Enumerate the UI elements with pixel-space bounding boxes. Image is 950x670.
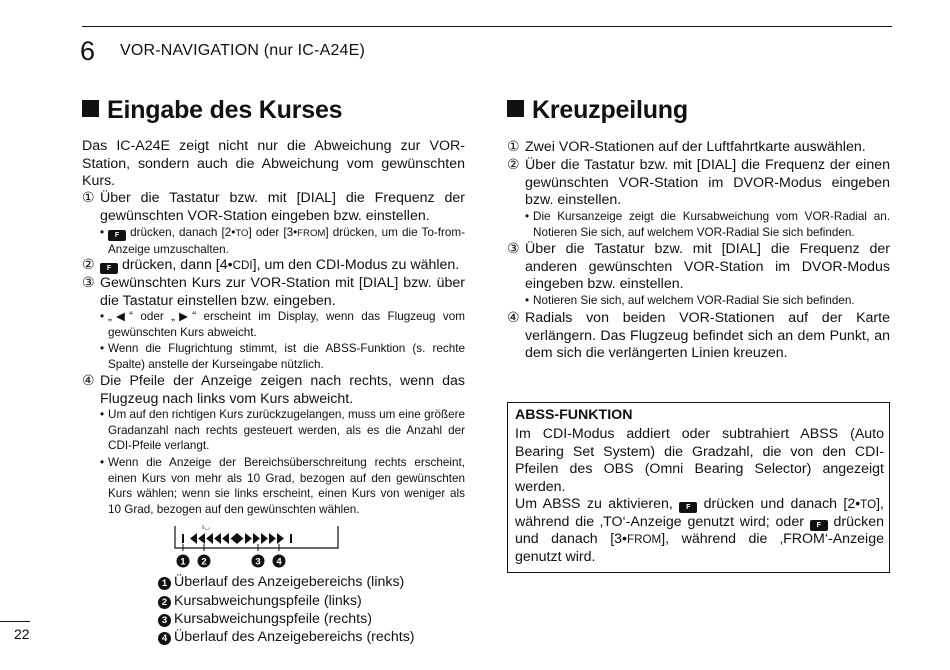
chapter-number: 6 [80, 36, 96, 66]
bullet-arrow-display: • „◀“ oder „▶“ erscheint im Display, wenn das Flugzeug vom gewünschten Kurs abweicht. [100, 310, 465, 339]
bullet-return-course: • Um auf den richtigen Kurs zurückzugelangen, muss um eine größere Gradanzahl nach rechts gesteuert werden, als es die Anzahl der CDI-Pfeile verlangt. [100, 408, 465, 453]
svg-text:4: 4 [276, 556, 282, 568]
abss-paragraph-1: Im CDI-Modus addiert oder subtrahiert ABSS (Auto Bearing Set System) die Gradzahl, die von den CDI-Pfeilen des OBS (Omni Bearing Selector) angezeigt werden. [515, 426, 884, 495]
svg-text:2: 2 [201, 556, 207, 568]
callout-4-icon: 4 [158, 632, 171, 645]
abss-box-title: ABSS-FUNKTION [515, 407, 633, 423]
f-key-icon: F [108, 230, 126, 241]
square-bullet-icon [507, 100, 524, 117]
abss-info-box [507, 402, 890, 573]
chapter-title: VOR-NAVIGATION (nur IC-A24E) [120, 42, 366, 59]
callout-4-icon [273, 555, 286, 568]
callout-1-icon [177, 555, 190, 568]
legend-item-3: 3 Kursabweichungspfeile (rechts) [158, 610, 372, 628]
cross-step-2: ② Über die Tastatur bzw. mit [DIAL] die Frequenz der einen gewünschten VOR-Station im DVOR-Modus eingeben bzw. einstellen. [507, 157, 890, 209]
cross-step-1: ① Zwei VOR-Stationen auf der Luftfahrtkarte auswählen. [507, 139, 866, 155]
callout-3-icon: 3 [158, 614, 171, 627]
cross-bullet-radial-2: • Notieren Sie sich, auf welchem VOR-Radial Sie sich befinden. [525, 294, 855, 307]
square-bullet-icon [82, 100, 99, 117]
step-4: ④ Die Pfeile der Anzeige zeigen nach rechts, wenn das Flugzeug nach links vom Kurs abweicht. [82, 373, 465, 407]
f-key-icon: F [679, 502, 697, 513]
f-key-icon: F [100, 263, 118, 274]
callout-2-icon: 2 [158, 596, 171, 609]
cross-step-4: ④ Radials von beiden VOR-Stationen auf der Karte verlängern. Das Flugzeug befindet sich an dem Punkt, an dem sich die verlängerten Linien kreuzen. [507, 310, 890, 362]
bullet-overflow: • Wenn die Anzeige der Bereichsüberschreitung rechts erscheint, einen Kurs von mehr als 10 Grad, bezogen auf den gewünschten Kurs wählen; wenn sie links erscheint, einen Kurs von weniger als 10 Grad, bezogen auf den gewünschten wählen. [100, 456, 465, 516]
callout-3-icon [252, 555, 265, 568]
callout-2-icon [198, 555, 211, 568]
step-1: ① Über die Tastatur bzw. mit [DIAL] die Frequenz der gewünschten VOR-Station eingeben bzw. einstellen. [82, 190, 465, 224]
legend-item-2: 2 Kursabweichungspfeile (links) [158, 592, 362, 610]
legend-item-1: 1 Überlauf des Anzeigebereichs (links) [158, 573, 404, 591]
abss-paragraph-2: Um ABSS zu aktivieren, F drücken und danach [2•TO], während die ‚TO‘-Anzeige genutzt wird; oder F drücken und danach [3•FROM], während die ‚FROM‘-Anzeige genutzt wird. [515, 496, 884, 565]
cdi-display-figure [170, 520, 350, 572]
svg-text:1: 1 [180, 556, 186, 568]
f-key-icon: F [810, 520, 828, 531]
header-rule [82, 26, 892, 27]
intro-paragraph: Das IC-A24E zeigt nicht nur die Abweichung zur VOR-Station, sondern auch die Abweichung vom gewünschten Kurs. [82, 138, 465, 190]
cross-step-3: ③ Über die Tastatur bzw. mit [DIAL] die Frequenz der anderen gewünschten VOR-Station im DVOR-Modus eingeben bzw. einstellen. [507, 241, 890, 293]
svg-text:3: 3 [255, 556, 261, 568]
svg-text:ı◡: ı◡ [202, 524, 211, 531]
page-number-rule [0, 621, 30, 622]
legend-item-4: 4 Überlauf des Anzeigebereichs (rechts) [158, 628, 415, 646]
cross-bullet-radial-1: • Die Kursanzeige zeigt die Kursabweichung vom VOR-Radial an. Notieren Sie sich, auf welchem VOR-Radial Sie sich befinden. [525, 210, 890, 239]
step-2: ② F drücken, dann [4•CDI], um den CDI-Modus zu wählen. [82, 257, 460, 273]
bullet-f-to-from: • F drücken, danach [2•TO] oder [3•FROM] drücken, um die To-from-Anzeige umzuschalten. [100, 226, 465, 256]
callout-1-icon: 1 [158, 577, 171, 590]
section-title-course-input: Eingabe des Kurses [82, 96, 342, 125]
bullet-abss-hint: • Wenn die Flugrichtung stimmt, ist die ABSS-Funktion (s. rechte Spalte) anstelle der Kurseingabe nützlich. [100, 342, 465, 371]
step-3: ③ Gewünschten Kurs zur VOR-Station mit [DIAL] bzw. über die Tastatur einstellen bzw. eingeben. [82, 275, 465, 309]
section-title-cross-bearing: Kreuzpeilung [507, 96, 688, 125]
page-number: 22 [14, 626, 30, 642]
